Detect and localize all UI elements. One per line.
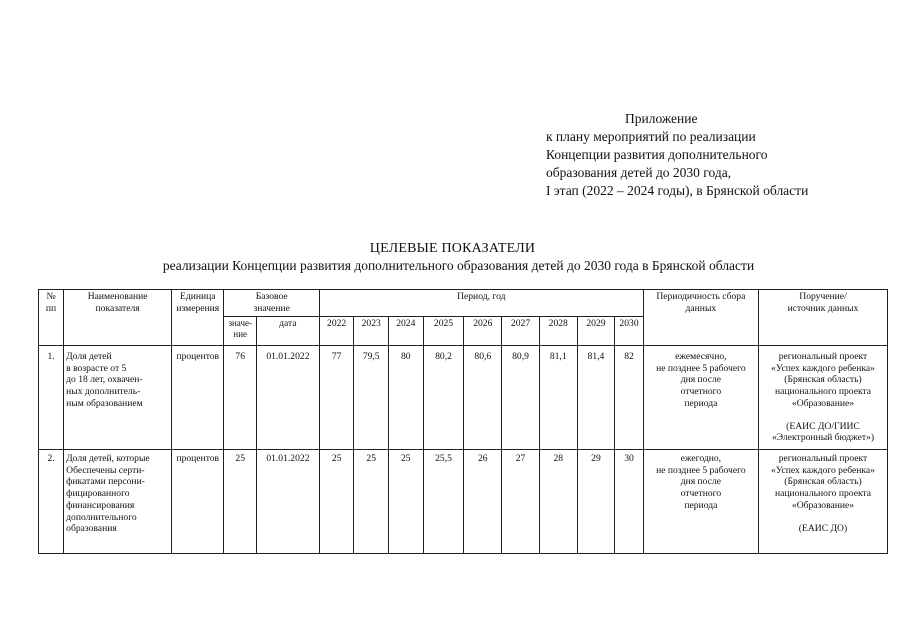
row-value: 25,5 [423, 450, 464, 554]
row-value: 25 [354, 450, 389, 554]
header-year: 2028 [539, 317, 577, 346]
header-base: Базовое значение [224, 290, 319, 317]
appendix-line: к плану мероприятий по реализации [546, 129, 756, 144]
table-header-row [39, 290, 888, 317]
header-name: Наименование показателя [64, 290, 172, 346]
appendix-line: образования детей до 2030 года, [546, 165, 732, 180]
row-name: Доля детей, которые Обеспечены серти- фикатами персони- фицированного финансирования дополнительного образования [64, 450, 172, 554]
row-num: 1. [39, 346, 64, 450]
header-frequency: Периодичность сбора данных [643, 290, 758, 346]
row-value: 81,1 [539, 346, 577, 450]
row-unit: процентов [172, 450, 224, 554]
row-value: 30 [615, 450, 643, 554]
row-name: Доля детей в возрасте от 5 до 18 лет, охвачен- ных дополнитель- ным образованием [64, 346, 172, 450]
document-heading [0, 240, 905, 274]
row-value: 79,5 [354, 346, 389, 450]
header-num: № пп [39, 290, 64, 346]
row-value: 27 [502, 450, 540, 554]
row-base-date: 01.01.2022 [256, 450, 319, 554]
row-base-date: 01.01.2022 [256, 346, 319, 450]
header-year: 2026 [464, 317, 502, 346]
header-year: 2022 [319, 317, 354, 346]
row-value: 29 [577, 450, 615, 554]
header-base-date: дата [256, 317, 319, 346]
row-value: 77 [319, 346, 354, 450]
row-frequency: ежегодно, не позднее 5 рабочего дня после отчетного периода [643, 450, 758, 554]
header-period: Период, год [319, 290, 643, 317]
row-value: 28 [539, 450, 577, 554]
header-year: 2030 [615, 317, 643, 346]
header-unit: Единица измерения [172, 290, 224, 346]
header-year: 2025 [423, 317, 464, 346]
table-row [39, 450, 888, 554]
row-num: 2. [39, 450, 64, 554]
row-value: 80,6 [464, 346, 502, 450]
row-value: 80,2 [423, 346, 464, 450]
row-source-project: региональный проект «Успех каждого ребенка» (Брянская область) национального проекта «Образование» [771, 453, 875, 511]
row-value: 81,4 [577, 346, 615, 450]
row-value: 82 [615, 346, 643, 450]
row-base-value: 76 [224, 346, 256, 450]
row-value: 26 [464, 450, 502, 554]
row-value: 80,9 [502, 346, 540, 450]
row-source [759, 346, 888, 450]
header-year: 2024 [389, 317, 424, 346]
row-source [759, 450, 888, 554]
row-source-data: (ЕАИС ДО) [798, 522, 848, 534]
header-year: 2023 [354, 317, 389, 346]
row-value: 80 [389, 346, 424, 450]
row-source-data: (ЕАИС ДО/ГИИС «Электронный бюджет») [771, 420, 875, 444]
row-source-project: региональный проект «Успех каждого ребенка» (Брянская область) национального проекта «Образование» [771, 351, 875, 409]
header-year: 2027 [502, 317, 540, 346]
header-source: Поручение/ источник данных [759, 290, 888, 346]
header-year: 2029 [577, 317, 615, 346]
indicators-table [38, 289, 888, 554]
row-value: 25 [389, 450, 424, 554]
row-base-value: 25 [224, 450, 256, 554]
row-frequency: ежемесячно, не позднее 5 рабочего дня после отчетного периода [643, 346, 758, 450]
row-value: 25 [319, 450, 354, 554]
appendix-block [546, 110, 896, 200]
appendix-line: Концепции развития дополнительного [546, 147, 768, 162]
document-title: ЦЕЛЕВЫЕ ПОКАЗАТЕЛИ [369, 241, 536, 256]
appendix-title: Приложение [625, 111, 698, 126]
header-base-value: значе- ние [224, 317, 256, 346]
table-row [39, 346, 888, 450]
document-subtitle: реализации Концепции развития дополнительного образования детей до 2030 года в Брянской области [162, 258, 755, 273]
row-unit: процентов [172, 346, 224, 450]
appendix-line: I этап (2022 – 2024 годы), в Брянской области [546, 183, 809, 198]
